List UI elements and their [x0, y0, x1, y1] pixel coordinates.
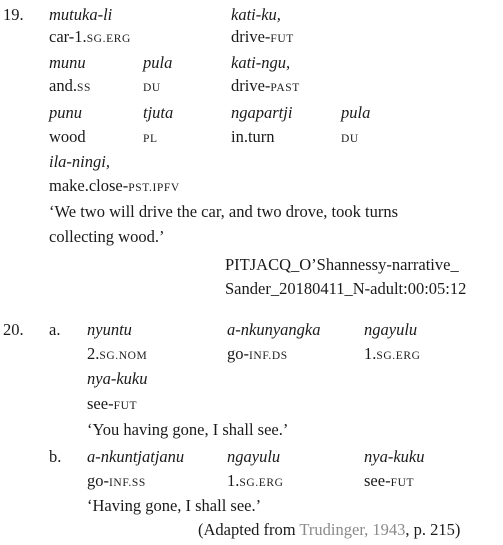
word: nya-kuku — [87, 369, 148, 388]
gloss: drive-PAST — [231, 76, 300, 95]
word: nyuntu — [87, 320, 132, 339]
example-20-number: 20. — [3, 320, 24, 339]
gloss: go-INF.SS — [87, 471, 146, 490]
word: punu — [49, 103, 82, 122]
word: munu — [49, 53, 86, 72]
translation: ‘We two will drive the car, and two drove, took turns — [49, 202, 399, 221]
gloss: wood — [49, 127, 86, 146]
translation: ‘You having gone, I shall see.’ — [87, 420, 289, 439]
gloss: car-1.SG.ERG — [49, 27, 131, 46]
gloss: go-INF.DS — [227, 344, 288, 363]
gloss: in.turn — [231, 127, 275, 146]
gloss: PL — [143, 133, 158, 145]
source-reference: Sander_20180411_N-adult:00:05:12 — [225, 279, 467, 298]
word: kati-ngu, — [231, 53, 291, 72]
word: a-nkuntjatjanu — [87, 447, 185, 466]
word: tjuta — [143, 103, 174, 122]
translation: ‘Having gone, I shall see.’ — [87, 496, 262, 515]
word: pula — [341, 103, 371, 122]
gloss: 2.SG.NOM — [87, 344, 148, 363]
citation-link[interactable]: Trudinger, 1943 — [299, 520, 406, 539]
citation: (Adapted from Trudinger, 1943, p. 215) — [198, 520, 461, 539]
example-19-number: 19. — [3, 5, 24, 24]
subexample-b-label: b. — [49, 447, 62, 466]
word: pula — [143, 53, 173, 72]
gloss: make.close-PST.IPFV — [49, 176, 180, 195]
word: ngayulu — [364, 320, 418, 339]
gloss: drive-FUT — [231, 27, 294, 46]
gloss: 1.SG.ERG — [364, 344, 421, 363]
gloss: DU — [341, 133, 359, 145]
translation: collecting wood.’ — [49, 227, 165, 246]
word: ngapartji — [231, 103, 293, 122]
word: kati-ku, — [231, 5, 281, 24]
gloss: and.SS — [49, 76, 91, 95]
subexample-a-label: a. — [49, 320, 61, 339]
word: ila-ningi, — [49, 152, 110, 171]
word: a-nkunyangka — [227, 320, 321, 339]
gloss: 1.SG.ERG — [227, 471, 284, 490]
word: ngayulu — [227, 447, 281, 466]
gloss: see-FUT — [364, 471, 415, 490]
source-reference: PITJACQ_O’Shannessy-narrative_ — [225, 255, 459, 274]
word: mutuka-li — [49, 5, 113, 24]
word: nya-kuku — [364, 447, 425, 466]
gloss: see-FUT — [87, 394, 138, 413]
gloss: DU — [143, 82, 161, 94]
